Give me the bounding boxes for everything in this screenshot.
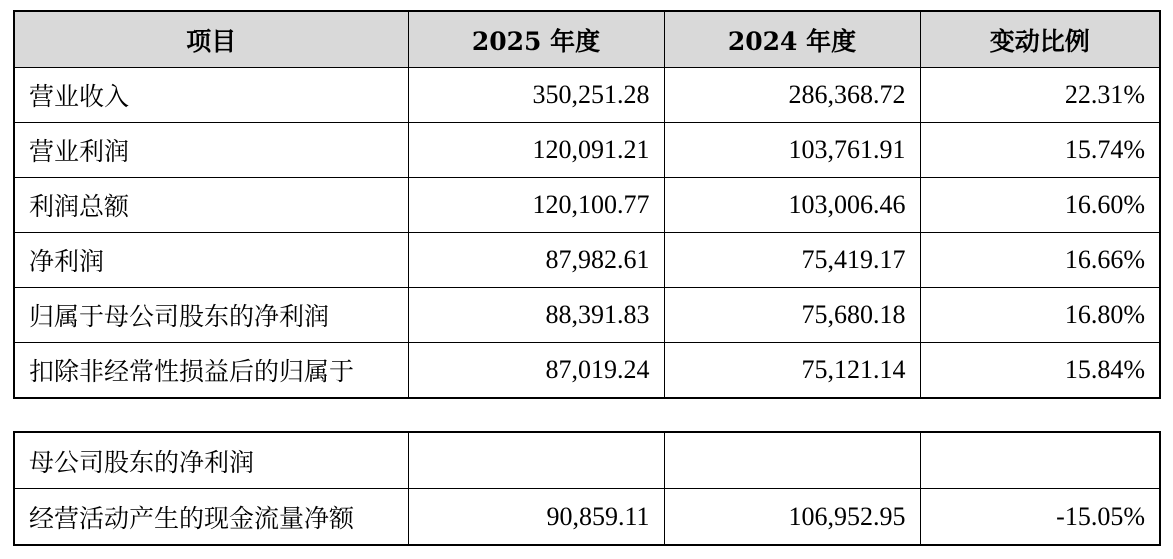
value-2024: 75,680.18	[664, 288, 920, 343]
value-change: 16.80%	[920, 288, 1160, 343]
table-row	[14, 123, 1160, 178]
value-2025: 350,251.28	[408, 68, 664, 123]
value-2024: 106,952.95	[664, 489, 920, 546]
row-label: 净利润	[14, 233, 408, 288]
value-change: 15.74%	[920, 123, 1160, 178]
value-2025: 88,391.83	[408, 288, 664, 343]
header-2024: 2024 年度	[664, 11, 920, 68]
value-2025: 120,091.21	[408, 123, 664, 178]
value-change: -15.05%	[920, 489, 1160, 546]
table-row	[14, 233, 1160, 288]
value-2025	[408, 432, 664, 489]
table-row	[14, 432, 1160, 489]
row-label: 归属于母公司股东的净利润	[14, 288, 408, 343]
financial-table-continued	[13, 431, 1161, 546]
table-header-row	[14, 11, 1160, 68]
row-label: 母公司股东的净利润	[14, 432, 408, 489]
value-2024: 75,121.14	[664, 343, 920, 399]
table-row	[14, 68, 1160, 123]
value-change: 22.31%	[920, 68, 1160, 123]
row-label: 营业收入	[14, 68, 408, 123]
table-row	[14, 489, 1160, 546]
value-2025: 87,982.61	[408, 233, 664, 288]
value-change: 15.84%	[920, 343, 1160, 399]
table-row	[14, 343, 1160, 399]
row-label: 扣除非经常性损益后的归属于	[14, 343, 408, 399]
value-2024: 103,761.91	[664, 123, 920, 178]
row-label: 营业利润	[14, 123, 408, 178]
value-change	[920, 432, 1160, 489]
table-row	[14, 178, 1160, 233]
value-2025: 90,859.11	[408, 489, 664, 546]
value-change: 16.60%	[920, 178, 1160, 233]
table-row	[14, 288, 1160, 343]
value-2025: 87,019.24	[408, 343, 664, 399]
header-item: 项目	[14, 11, 408, 68]
value-2024: 286,368.72	[664, 68, 920, 123]
financial-table	[13, 10, 1161, 399]
value-change: 16.66%	[920, 233, 1160, 288]
header-2025: 2025 年度	[408, 11, 664, 68]
value-2024	[664, 432, 920, 489]
row-label: 利润总额	[14, 178, 408, 233]
value-2025: 120,100.77	[408, 178, 664, 233]
value-2024: 75,419.17	[664, 233, 920, 288]
row-label: 经营活动产生的现金流量净额	[14, 489, 408, 546]
header-change: 变动比例	[920, 11, 1160, 68]
value-2024: 103,006.46	[664, 178, 920, 233]
